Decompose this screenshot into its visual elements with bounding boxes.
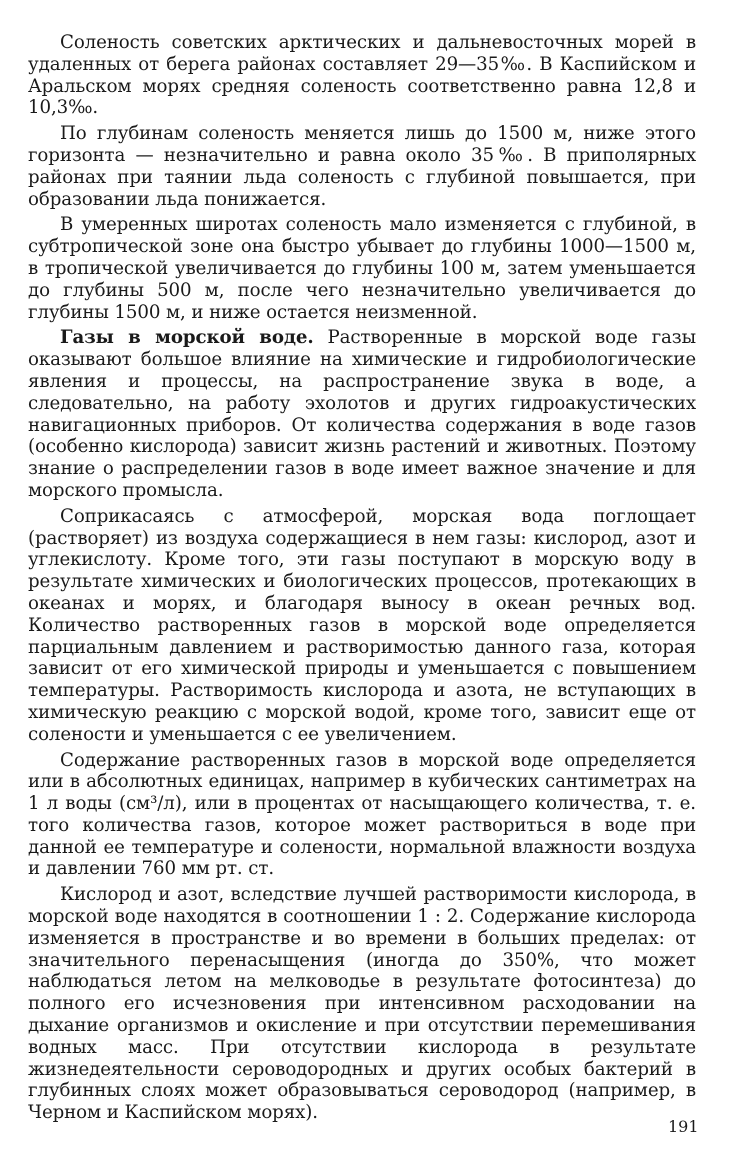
paragraph-text: Растворенные в морской воде газы оказывают большое влияние на химические и гидробиологические явления и процессы, на распространение звука в воде, а следовательно, на работу эхолотов и других гидроакустических навигационных приборов. От количества содержания в воде газов (особенно кислорода) зависит жизнь растений и животных. Поэтому знание о распределении газов в воде имеет важное значение и для морского промысла.	[28, 327, 696, 501]
paragraph-salinity-by-latitude	[28, 214, 696, 323]
paragraph-text: Кислород и азот, вследствие лучшей растворимости кислорода, в морской воде находятся в соотношении 1 : 2. Содержание кислорода изменяется в пространстве и во времени в больших пределах: от значительного перенасыщения (иногда до 350%, что может наблюдаться летом на мелководье в результате фотосинтеза) до полного его исчезновения при интенсивном расходовании на дыхание организмов и окисление и при отсутствии перемешивания водных масс. При отсутствии кислорода в результате жизнедеятельности сероводородных и других особых бактерий в глубинных слоях может образовываться сероводород (например, в Черном и Каспийском морях).	[28, 884, 696, 1124]
paragraph-oxygen-nitrogen	[28, 884, 696, 1124]
paragraph-salinity-arctic-seas	[28, 32, 696, 119]
page-number: 191	[668, 1117, 699, 1136]
paragraph-text: В умеренных широтах соленость мало изменяется с глубиной, в субтропической зоне она быстро убывает до глубины 1000—1500 м, в тропической увеличивается до глубины 100 м, затем уменьшается до глубины 500 м, после чего незначительно увеличивается до глубины 1500 м, и ниже остается неизменной.	[28, 214, 696, 323]
paragraph-text: По глубинам соленость меняется лишь до 1500 м, ниже этого горизонта — незначительно и равна около 35‰. В приполярных районах при таянии льда соленость с глубиной повышается, при образовании льда понижается.	[28, 123, 696, 210]
section-run-in-heading: Газы в морской воде.	[60, 327, 314, 349]
page-body	[28, 32, 696, 1124]
paragraph-gas-content-units	[28, 750, 696, 881]
paragraph-text: Содержание растворенных газов в морской воде определяется или в абсолютных единицах, например в кубических сантиметрах на 1 л воды (см³/л), или в процентах от насыщающего количества, т. е. того количества газов, которое может раствориться в воде при данной ее температуре и солености, нормальной влажности воздуха и давлении 760 мм рт. ст.	[28, 749, 696, 880]
paragraph-salinity-by-depth	[28, 123, 696, 210]
paragraph-gas-absorption	[28, 506, 696, 746]
paragraph-gases-in-seawater	[28, 327, 696, 501]
paragraph-text: Соприкасаясь с атмосферой, морская вода поглощает (растворяет) из воздуха содержащиеся в нем газы: кислород, азот и углекислоту. Кроме того, эти газы поступают в морскую воду в результате химических и биологических процессов, протекающих в океанах и морях, и благодаря выносу в океан речных вод. Количество растворенных газов в морской воде определяется парциальным давлением и растворимостью данного газа, которая зависит от его химической природы и уменьшается с повышением температуры. Растворимость кислорода и азота, не вступающих в химическую реакцию с морской водой, кроме того, зависит еще от солености и уменьшается с ее увеличением.	[28, 505, 696, 745]
paragraph-text: Соленость советских арктических и дальневосточных морей в удаленных от берега районах составляет 29—35‰. В Каспийском и Аральском морях средняя соленость соответственно равна 12,8 и 10,3‰.	[28, 32, 696, 119]
